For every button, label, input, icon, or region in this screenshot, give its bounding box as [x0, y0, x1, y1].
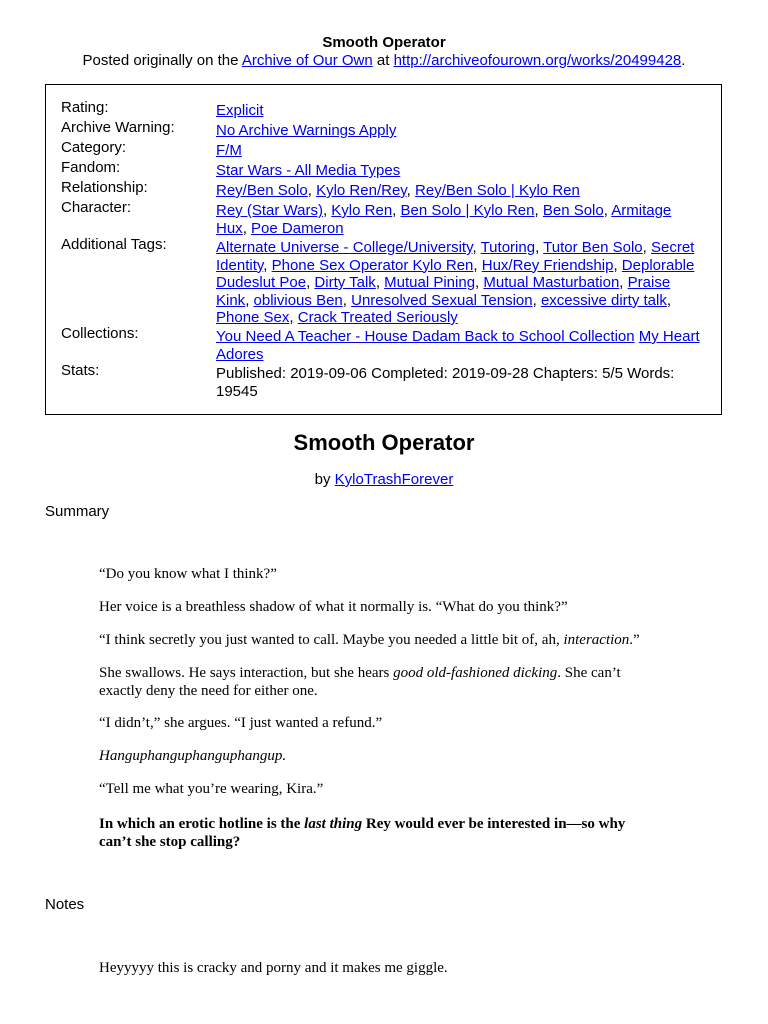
separator: , — [535, 239, 544, 256]
summary-heading: Summary — [45, 503, 110, 520]
tag-link[interactable]: Mutual Masturbation — [483, 274, 620, 291]
tag-link[interactable]: Secret Identity — [216, 239, 695, 274]
work-title: Smooth Operator — [293, 430, 475, 455]
tag-link[interactable]: Tutor Ben Solo — [543, 239, 643, 256]
tag-link[interactable]: Kylo Ren/Rey — [316, 182, 407, 199]
separator: , — [307, 182, 317, 199]
summary-paragraph: “Tell me what you’re wearing, Kira.” — [99, 781, 324, 797]
separator: , — [666, 291, 672, 309]
tag-link[interactable]: Praise Kink — [216, 274, 671, 309]
separator: , — [406, 182, 416, 199]
tag-link[interactable]: Dirty Talk — [314, 274, 376, 291]
at-text: at — [372, 52, 394, 69]
tag-link[interactable]: Crack Treated Seriously — [297, 309, 458, 326]
emphasis-text: good old-fashioned dicking — [393, 665, 558, 681]
author-link[interactable]: KyloTrashForever — [334, 471, 454, 488]
tag-link[interactable]: Tutoring — [480, 239, 536, 256]
paragraph-text: She swallows. He says interaction, but she hears — [99, 665, 394, 681]
paragraph-text: Rey would ever be interested in—so why can’t she stop calling? — [99, 816, 626, 850]
work-url-link[interactable]: http://archiveofourown.org/works/20499428 — [393, 52, 682, 69]
tag-link[interactable]: Hux/Rey Friendship — [481, 256, 614, 274]
separator: , — [263, 256, 272, 274]
separator: , — [613, 256, 622, 274]
summary-paragraph — [99, 747, 659, 765]
character-label: Character: — [61, 199, 132, 216]
meta-box — [45, 84, 722, 415]
warning-label: Archive Warning: — [61, 119, 175, 136]
summary-tagline — [99, 815, 654, 851]
emphasis-text: Hanguphanguphanguphangup. — [99, 748, 287, 764]
summary-paragraph — [99, 631, 659, 649]
collections-label: Collections: — [61, 325, 139, 342]
by-text: by — [314, 471, 335, 488]
tag-link[interactable]: F/M — [216, 142, 242, 159]
separator: , — [375, 274, 385, 291]
separator: , — [475, 274, 484, 291]
rating-label: Rating: — [61, 99, 109, 116]
tag-link[interactable]: Ben Solo | Kylo Ren — [400, 202, 535, 219]
tag-link[interactable]: Phone Sex — [216, 309, 290, 326]
category-label: Category: — [61, 139, 127, 156]
tag-link[interactable]: Mutual Pining — [384, 274, 476, 291]
separator: , — [642, 239, 651, 256]
tag-link[interactable]: Armitage Hux — [216, 202, 672, 237]
tag-link[interactable]: Kylo Ren — [331, 202, 393, 219]
tags-value — [216, 239, 706, 327]
separator: , — [392, 202, 401, 219]
collections-value — [216, 328, 706, 363]
tag-link[interactable]: Poe Dameron — [251, 219, 344, 237]
paragraph-text: . She can’t exactly deny the need for either one. — [99, 665, 621, 699]
separator: , — [472, 239, 481, 256]
separator: , — [532, 291, 541, 309]
stats-label: Stats: — [61, 362, 100, 379]
tag-link[interactable]: Star Wars - All Media Types — [216, 162, 401, 179]
summary-paragraph: “I didn’t,” she argues. “I just wanted a refund.” — [99, 715, 383, 731]
fandom-label: Fandom: — [61, 159, 121, 176]
archive-link[interactable]: Archive of Our Own — [241, 52, 373, 69]
tag-link[interactable]: Unresolved Sexual Tension — [351, 291, 533, 309]
byline — [0, 471, 768, 488]
tag-link[interactable]: My Heart Adores — [216, 328, 700, 363]
separator: , — [289, 309, 298, 326]
tag-link[interactable]: Rey/Ben Solo | Kylo Ren — [415, 182, 580, 199]
character-value — [216, 202, 706, 237]
tag-link[interactable]: No Archive Warnings Apply — [216, 122, 397, 139]
tag-link[interactable]: Ben Solo — [542, 202, 604, 219]
tags-label: Additional Tags: — [61, 236, 167, 253]
summary-paragraph — [99, 664, 659, 700]
warning-value — [216, 122, 706, 140]
summary-paragraph — [99, 598, 659, 616]
separator: , — [342, 291, 352, 309]
header-title: Smooth Operator — [322, 34, 446, 51]
fandom-value — [216, 162, 706, 180]
separator: , — [242, 219, 252, 237]
emphasis-text: last thing — [304, 816, 363, 832]
separator: , — [245, 291, 254, 309]
separator: , — [473, 256, 482, 274]
tag-link[interactable]: Deplorable Dudeslut Poe — [216, 256, 695, 291]
stats-value: Published: 2019-09-06 Completed: 2019-09-28 Chapters: 5/5 Words: 19545 — [216, 365, 675, 400]
posted-prefix: Posted originally on the — [82, 52, 242, 69]
paragraph-text: In which an erotic hotline is the — [99, 816, 305, 832]
notes-heading: Notes — [45, 896, 85, 913]
paragraph-text: .” — [629, 632, 640, 648]
paragraph-text: Her voice is a breathless shadow of what it normally is. “What do you think?” — [99, 599, 568, 615]
paragraph-text: “I think secretly you just wanted to call. Maybe you needed a little bit of, ah, — [99, 632, 564, 648]
tag-link[interactable]: Explicit — [216, 102, 264, 119]
tag-link[interactable]: You Need A Teacher - House Dadam Back to School Collection — [216, 328, 635, 345]
tag-link[interactable]: oblivious Ben — [253, 291, 343, 309]
relationship-label: Relationship: — [61, 179, 148, 196]
separator: , — [306, 274, 315, 291]
period: . — [681, 52, 686, 69]
tag-link[interactable]: Rey (Star Wars) — [216, 202, 323, 219]
rating-value — [216, 102, 706, 120]
posted-line — [0, 52, 768, 69]
summary-paragraph: “Do you know what I think?” — [99, 566, 277, 582]
emphasis-text: interaction — [563, 632, 630, 648]
separator: , — [603, 202, 612, 219]
tag-link[interactable]: Phone Sex Operator Kylo Ren — [271, 256, 474, 274]
tag-link[interactable]: excessive dirty talk — [540, 291, 667, 309]
separator: , — [322, 202, 332, 219]
tag-link[interactable]: Rey/Ben Solo — [216, 182, 308, 199]
notes-paragraph: Heyyyyy this is cracky and porny and it makes me giggle. — [99, 960, 448, 976]
separator: , — [534, 202, 543, 219]
separator: , — [619, 274, 628, 291]
category-value — [216, 142, 706, 160]
tag-link[interactable]: Alternate Universe - College/University — [216, 239, 473, 256]
relationship-value — [216, 182, 706, 200]
